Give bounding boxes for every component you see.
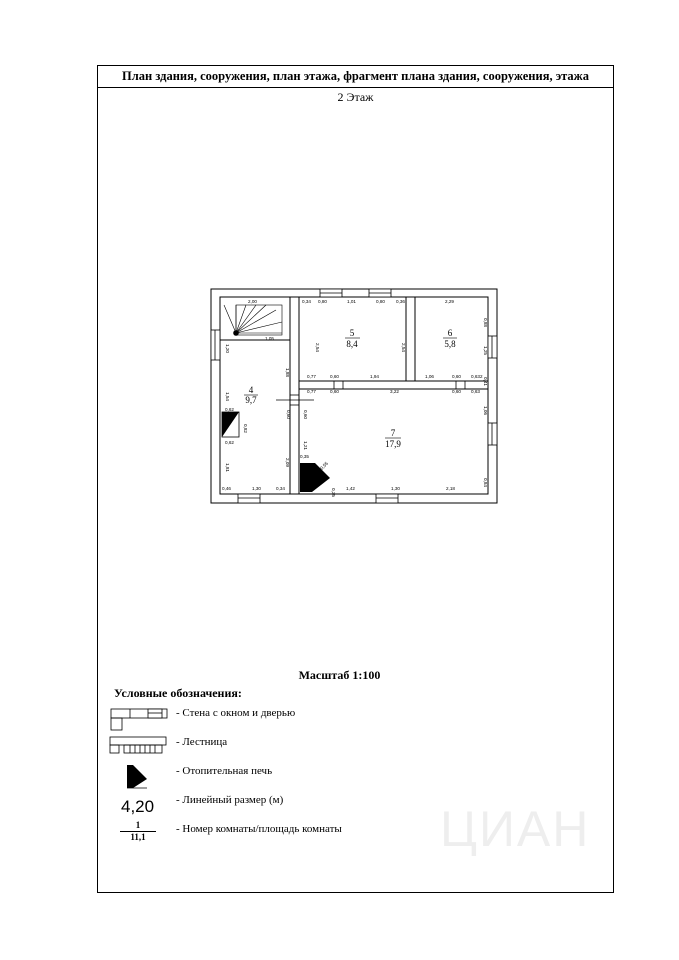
dimension-label: 1,54 bbox=[225, 392, 230, 401]
dimension-label: 0,34 bbox=[276, 486, 285, 491]
dimension-label: 0,60 bbox=[452, 374, 461, 379]
watermark: ЦИАН bbox=[440, 801, 591, 857]
dimension-label: 0,77 bbox=[307, 389, 316, 394]
dimension-label: 0,80 bbox=[376, 299, 385, 304]
dimension-label: 1,30 bbox=[391, 486, 400, 491]
dimension-label: 2,54 bbox=[315, 343, 320, 352]
dimension-label: 0,55 bbox=[319, 460, 330, 471]
staircase bbox=[224, 305, 282, 336]
dimension-label: 0,82 bbox=[243, 424, 248, 433]
dimension-label: 1,21 bbox=[303, 441, 308, 450]
dimension-label: 0,632 bbox=[471, 374, 483, 379]
dimension-label: 1,42 bbox=[346, 486, 355, 491]
doors bbox=[276, 381, 465, 405]
room-5-number: 5 bbox=[349, 328, 355, 338]
legend-stove-label: - Отопительная печь bbox=[176, 765, 273, 777]
dimension-label: 0,35 bbox=[331, 488, 336, 497]
dimension-label: 0,46 bbox=[222, 486, 231, 491]
dimension-label: 0,84 bbox=[483, 478, 488, 487]
scale-label: Масштаб 1:100 bbox=[298, 668, 381, 682]
dimension-label: 0,77 bbox=[307, 374, 316, 379]
stove-legend-icon bbox=[127, 765, 147, 788]
dimension-sample: 4,20 bbox=[121, 797, 155, 816]
legend-wall-label: - Стена с окном и дверью bbox=[176, 707, 296, 719]
dimension-label: 1,94 bbox=[370, 374, 379, 379]
dimension-label: 2,18 bbox=[446, 486, 455, 491]
legend-title: Условные обозначения: bbox=[114, 686, 242, 700]
dimension-label: 0,60 bbox=[330, 389, 339, 394]
room-4-number: 4 bbox=[248, 385, 254, 395]
dimension-label: 0,60 bbox=[330, 374, 339, 379]
dimension-label: 3,22 bbox=[390, 389, 399, 394]
staircase-icon bbox=[110, 737, 166, 753]
wall-window-door-icon bbox=[111, 709, 167, 730]
room-7-number: 7 bbox=[390, 428, 396, 438]
dimension-label: 1,20 bbox=[225, 344, 230, 353]
dimension-label: 0,60 bbox=[452, 389, 461, 394]
dimension-label: 0,41 bbox=[483, 377, 488, 386]
dimension-label: 0,62 bbox=[225, 440, 234, 445]
dimension-label: 1,01 bbox=[347, 299, 356, 304]
dimension-label: 1,05 bbox=[265, 336, 274, 341]
dimension-label: 0,60 bbox=[286, 410, 291, 419]
dimension-label: 0,62 bbox=[225, 407, 234, 412]
legend-room-label: - Номер комнаты/площадь комнаты bbox=[176, 823, 342, 835]
dimension-label: 0,35 bbox=[300, 454, 309, 459]
dimension-label: 0,80 bbox=[318, 299, 327, 304]
dimension-label: 0,60 bbox=[303, 410, 308, 419]
room-sample bbox=[120, 820, 156, 843]
page-title: План здания, сооружения, план этажа, фрагмент плана здания, сооружения, этажа bbox=[98, 66, 613, 88]
stove-icon bbox=[222, 412, 330, 492]
dimension-label: 0,36 bbox=[396, 299, 405, 304]
room-sample-number: 1 bbox=[120, 820, 156, 832]
room-4-area: 9,7 bbox=[245, 395, 257, 405]
dimension-label: 0,63 bbox=[471, 389, 480, 394]
legend-symbols bbox=[110, 709, 167, 788]
room-7-area: 17,9 bbox=[385, 439, 401, 449]
dimension-label: 2,54 bbox=[401, 343, 406, 352]
floor-label: 2 Этаж bbox=[337, 90, 374, 104]
dimension-label: 2,00 bbox=[248, 299, 257, 304]
legend-stair-label: - Лестница bbox=[176, 736, 228, 748]
dimension-label: 1,25 bbox=[483, 346, 488, 355]
dimension-label: 1,06 bbox=[425, 374, 434, 379]
interior-walls bbox=[220, 297, 488, 494]
dimension-label: 1,06 bbox=[483, 406, 488, 415]
dimension-label: 2,09 bbox=[285, 458, 290, 467]
room-6-area: 5,8 bbox=[444, 339, 456, 349]
room-6-number: 6 bbox=[447, 328, 453, 338]
dimension-label: 1,88 bbox=[285, 368, 290, 377]
dimension-label: 2,29 bbox=[445, 299, 454, 304]
dimension-label: 1,30 bbox=[252, 486, 261, 491]
dimension-label: 0,34 bbox=[302, 299, 311, 304]
room-sample-area: 11,1 bbox=[130, 832, 146, 842]
dimension-label: 1,81 bbox=[225, 463, 230, 472]
room-5-area: 8,4 bbox=[346, 339, 358, 349]
legend-dimension-label: - Линейный размер (м) bbox=[176, 794, 284, 806]
dimension-label: 0,88 bbox=[483, 318, 488, 327]
